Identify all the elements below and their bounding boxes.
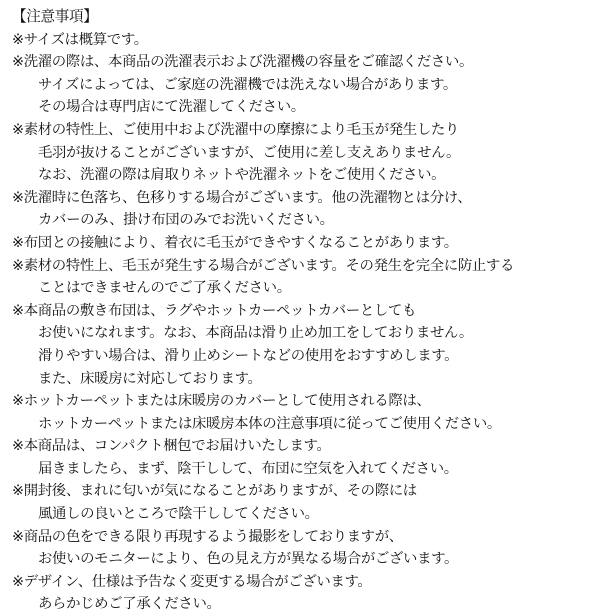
notice-item-line: ※本商品の敷き布団は、ラグやホットカーペットカバーとしても [12, 302, 416, 319]
notice-continuation-line: お使いのモニターにより、色の見え方が異なる場合がございます。 [38, 551, 459, 568]
notice-item-line: ※サイズは概算です。 [12, 31, 148, 48]
notice-continuation-line: 毛羽が抜けることがございますが、ご使用に差し支えありません。 [38, 144, 461, 161]
notice-item-line: ※デザイン、仕様は予告なく変更する場合がございます。 [12, 573, 372, 590]
notice-continuation-line: 風通しの良いところで陰干ししてください。 [38, 506, 319, 523]
notice-item-line: ※洗濯時に色落ち、色移りする場合がございます。他の洗濯物とは分け、 [12, 189, 472, 206]
notice-lines [12, 29, 600, 616]
notice-item-line: ※開封後、まれに匂いが気になることがありますが、その際には [12, 483, 417, 500]
notice-item-line: ※洗濯の際は、本商品の洗濯表示および洗濯機の容量をご確認ください。 [12, 54, 474, 71]
notice-continuation-line: ことはできませんのでご了承ください。 [38, 280, 291, 297]
notice-item-line: ※素材の特性上、ご使用中および洗濯中の摩擦により毛玉が発生したり [12, 121, 459, 138]
notice-item-line: ※素材の特性上、毛玉が発生する場合がございます。その発生を完全に防止する [12, 257, 514, 274]
notice-continuation-line: なお、洗濯の際は肩取りネットや洗濯ネットをご使用ください。 [38, 167, 446, 184]
notice-item-line: ※本商品は、コンパクト梱包でお届けいたします。 [12, 438, 331, 455]
notice-continuation-line: その場合は専門店にて洗濯してください。 [38, 99, 305, 116]
notice-continuation-line: サイズによっては、ご家庭の洗濯機では洗えない場合があります。 [38, 76, 457, 93]
notice-item-line: ※ホットカーペットまたは床暖房のカバーとして使用される際は、 [12, 393, 431, 410]
notice-item-line: ※商品の色をできる限り再現するよう撮影をしておりますが、 [12, 528, 403, 545]
notice-continuation-line: ホットカーペットまたは床暖房本体の注意事項に従ってご使用ください。 [38, 415, 501, 432]
notice-continuation-line: カバーのみ、掛け布団のみでお洗いください。 [38, 212, 334, 229]
notice-item-line: ※布団との接触により、着衣に毛玉ができやすくなることがあります。 [12, 234, 458, 251]
notice-continuation-line: 届きましたら、まず、陰干しして、布団に空気を入れてください。 [38, 460, 458, 477]
notice-continuation-line: お使いになれます。なお、本商品は滑り止め加工をしておりません。 [38, 325, 473, 342]
notice-title: 【注意事項】 [12, 8, 98, 25]
notice-continuation-line: また、床暖房に対応しております。 [38, 370, 262, 387]
notice-continuation-line: 滑りやすい場合は、滑り止めシートなどの使用をおすすめします。 [38, 347, 459, 364]
notice-continuation-line: あらかじめご了承ください。 [38, 596, 221, 613]
